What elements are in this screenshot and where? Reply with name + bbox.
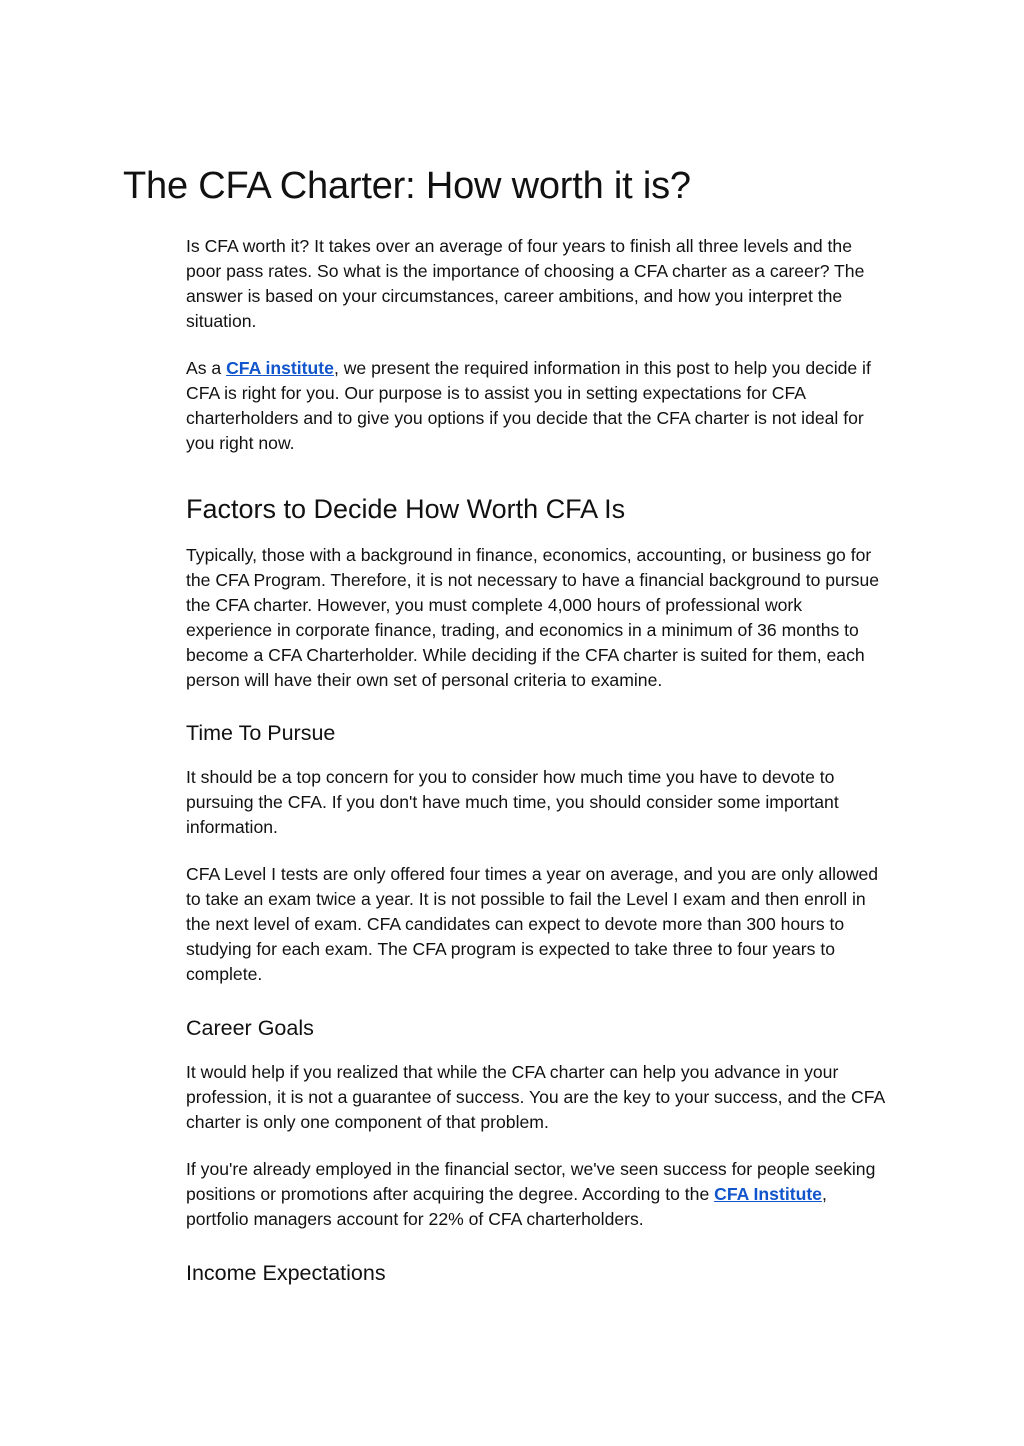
article-body [186,234,892,1287]
paragraph-text: , portfolio managers account for 22% of CFA charterholders. [186,1184,827,1229]
cfa-institute-link-2[interactable]: CFA Institute [714,1184,822,1204]
subheading-income-expectations: Income Expectations [186,1261,386,1285]
page-title: The CFA Charter: How worth it is? [123,165,691,207]
time-paragraph-2: CFA Level I tests are only offered four times a year on average, and you are only allowed to take an exam twice a year. It is not possible to fail the Level I exam and then enroll in the next level of exam. CFA candidates can expect to devote more than 300 hours to studying for each exam. The CFA program is expected to take three to four years to complete. [186,864,879,984]
time-paragraph-1: It should be a top concern for you to consider how much time you have to devote to pursuing the CFA. If you don't have much time, you should consider some important information. [186,767,839,837]
cfa-institute-paragraph [186,356,892,456]
cfa-institute-link[interactable]: CFA institute [226,358,334,378]
intro-paragraph: Is CFA worth it? It takes over an average of four years to finish all three levels and the poor pass rates. So what is the importance of choosing a CFA charter as a career? The answer is based on your circumstances, career ambitions, and how you interpret the situation. [186,236,865,331]
career-paragraph-2 [186,1157,892,1232]
factors-paragraph: Typically, those with a background in finance, economics, accounting, or business go for the CFA Program. Therefore, it is not necessary to have a financial background to pursue the CFA charter. However, you must complete 4,000 hours of professional work experience in corporate finance, trading, and economics in a minimum of 36 months to become a CFA Charterholder. While deciding if the CFA charter is suited for them, each person will have their own set of personal criteria to examine. [186,545,880,690]
subheading-time-to-pursue: Time To Pursue [186,721,336,745]
section-heading-factors: Factors to Decide How Worth CFA Is [186,494,626,524]
paragraph-text: As a [186,358,227,378]
subheading-career-goals: Career Goals [186,1016,314,1040]
paragraph-text: If you're already employed in the financial sector, we've seen success for people seeking positions or promotions after acquiring the degree. According to the [186,1159,876,1204]
paragraph-text: , we present the required information in this post to help you decide if CFA is right for you. Our purpose is to assist you in setting expectations for CFA charterholders and to give you options if you decide that the CFA charter is not ideal for you right now. [186,358,871,453]
career-paragraph-1: It would help if you realized that while the CFA charter can help you advance in your profession, it is not a guarantee of success. You are the key to your success, and the CFA charter is only one component of that problem. [186,1062,885,1132]
